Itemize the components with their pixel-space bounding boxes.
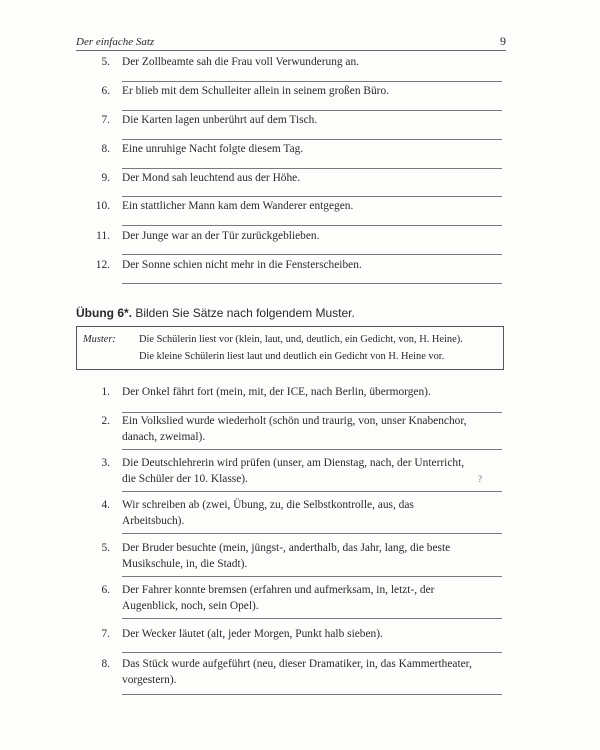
item-text: Der Bruder besuchte (mein, jüngst-, anderthalb, das Jahr, lang, die beste: [122, 542, 451, 554]
answer-line[interactable]: [122, 254, 502, 255]
answer-line[interactable]: [122, 283, 502, 284]
page-header: [76, 36, 506, 51]
item-text: Die Karten lagen unberührt auf dem Tisch.: [122, 114, 318, 126]
exercise-title: Übung 6*.: [76, 306, 132, 320]
item-text: vorgestern).: [122, 674, 177, 686]
running-title: Der einfache Satz: [76, 36, 155, 48]
item-text: Ein stattlicher Mann kam dem Wanderer entgegen.: [122, 200, 354, 212]
stray-mark: ?: [478, 474, 482, 484]
answer-line[interactable]: [122, 652, 502, 653]
item-text: Der Sonne schien nicht mehr in die Fensterscheiben.: [122, 259, 362, 271]
item-text: Musikschule, in, die Stadt).: [122, 558, 248, 570]
item-text: Augenblick, noch, sein Opel).: [122, 600, 259, 612]
item-number: 6.: [101, 85, 110, 97]
item-text: Die Deutschlehrerin wird prüfen (unser, am Dienstag, nach, der Unterricht,: [122, 457, 465, 469]
item-number: 8.: [101, 658, 110, 670]
item-text: Ein Volkslied wurde wiederholt (schön und traurig, von, unser Knabenchor,: [122, 415, 467, 427]
exercise-instruction: Bilden Sie Sätze nach folgendem Muster.: [135, 306, 355, 320]
answer-line[interactable]: [122, 139, 502, 140]
example-box: [76, 326, 504, 370]
answer-line[interactable]: [122, 533, 502, 534]
answer-line[interactable]: [122, 449, 502, 450]
item-text: Der Zollbeamte sah die Frau voll Verwunderung an.: [122, 56, 360, 68]
muster-label: Muster:: [83, 334, 116, 345]
item-number: 9.: [101, 172, 110, 184]
item-text: Das Stück wurde aufgeführt (neu, dieser Dramatiker, in, das Kammertheater,: [122, 658, 472, 670]
item-text: Der Onkel fährt fort (mein, mit, der ICE, nach Berlin, übermorgen).: [122, 386, 431, 398]
answer-line[interactable]: [122, 576, 502, 577]
item-text: Wir schreiben ab (zwei, Übung, zu, die Selbstkontrolle, aus, das: [122, 499, 414, 511]
answer-line[interactable]: [122, 491, 502, 492]
item-number: 2.: [101, 415, 110, 427]
answer-line[interactable]: [122, 168, 502, 169]
muster-prompt: Die Schülerin liest vor (klein, laut, und, deutlich, ein Gedicht, von, H. Heine).: [139, 334, 463, 345]
item-number: 7.: [101, 114, 110, 126]
item-number: 6.: [101, 584, 110, 596]
item-text: danach, zweimal).: [122, 431, 206, 443]
item-number: 11.: [96, 230, 110, 242]
answer-line[interactable]: [122, 618, 502, 619]
item-text: Arbeitsbuch).: [122, 515, 185, 527]
item-number: 12.: [95, 259, 110, 271]
exercise-heading: [76, 306, 355, 320]
item-text: Eine unruhige Nacht folgte diesem Tag.: [122, 143, 304, 155]
answer-line[interactable]: [122, 81, 502, 82]
item-text: Der Junge war an der Tür zurückgeblieben.: [122, 230, 320, 242]
item-text: Der Fahrer konnte bremsen (erfahren und aufmerksam, in, letzt-, der: [122, 584, 435, 596]
item-number: 4.: [101, 499, 110, 511]
answer-line[interactable]: [122, 196, 502, 197]
item-text: Er blieb mit dem Schulleiter allein in seinem großen Büro.: [122, 85, 389, 97]
answer-line[interactable]: [122, 110, 502, 111]
item-text: die Schüler der 10. Klasse).: [122, 473, 248, 485]
item-number: 5.: [101, 542, 110, 554]
item-number: 5.: [101, 56, 110, 68]
item-text: Der Mond sah leuchtend aus der Höhe.: [122, 172, 301, 184]
muster-answer: Die kleine Schülerin liest laut und deutlich ein Gedicht von H. Heine vor.: [139, 351, 445, 362]
item-text: Der Wecker läutet (alt, jeder Morgen, Punkt halb sieben).: [122, 628, 383, 640]
answer-line[interactable]: [122, 694, 502, 695]
page-number: 9: [500, 34, 506, 48]
item-number: 3.: [101, 457, 110, 469]
item-number: 10.: [95, 200, 110, 212]
item-number: 7.: [101, 628, 110, 640]
answer-line[interactable]: [122, 225, 502, 226]
item-number: 8.: [101, 143, 110, 155]
item-number: 1.: [101, 386, 110, 398]
